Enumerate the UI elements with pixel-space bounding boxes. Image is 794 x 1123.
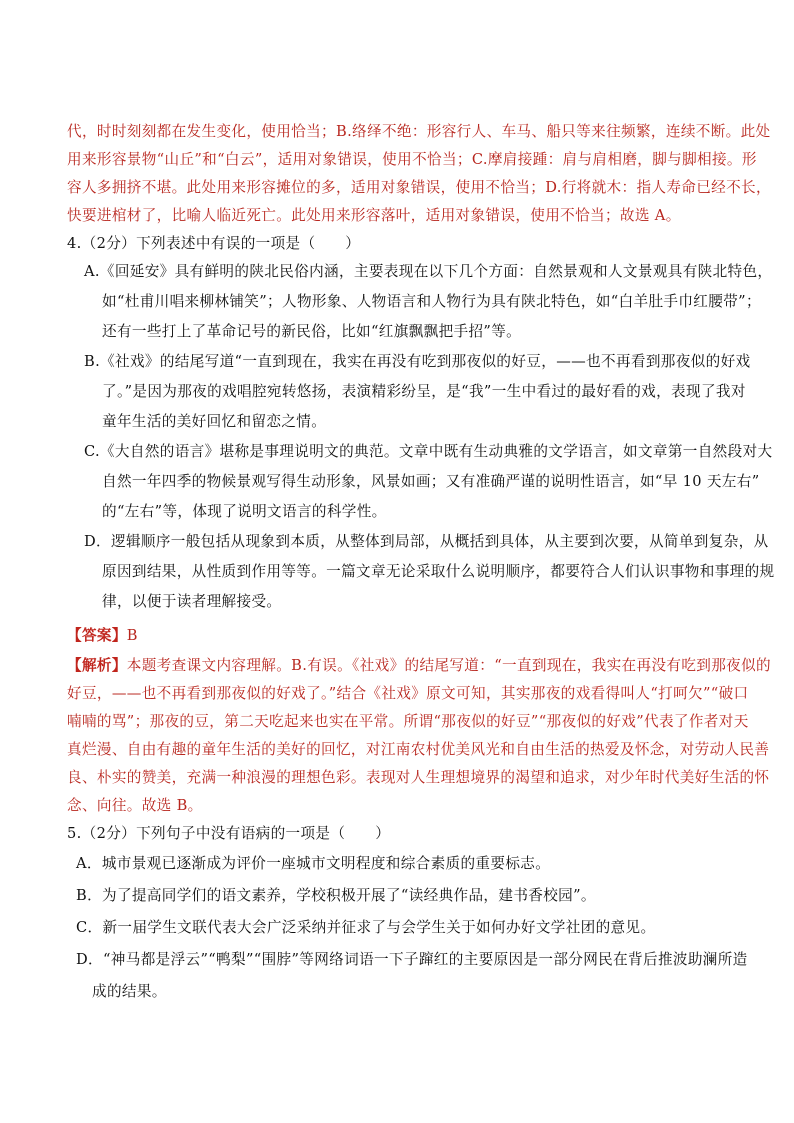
q5-option-d-line: D．“神马都是浮云”“鸭梨”“围脖”等网络词语一下子蹿红的主要原因是一部分网民在背后推波助澜所造 bbox=[76, 951, 748, 968]
analysis-q4-line: 真烂漫、自由有趣的童年生活的美好的回忆，对江南农村优美风光和自由生活的热爱及怀念，对劳动人民善 bbox=[67, 741, 770, 758]
analysis-q4-line: 好豆，——也不再看到那夜似的好戏了。”结合《社戏》原文可知，其实那夜的戏看得叫人“打呵欠”“破口 bbox=[67, 685, 749, 702]
question-4-stem: 4.（2分）下列表述中有误的一项是（ ） bbox=[67, 235, 361, 252]
q4-option-d-line: 律，以便于读者理解接受。 bbox=[102, 593, 282, 610]
q4-option-b-line: 了。”是因为那夜的戏唱腔宛转悠扬，表演精彩纷呈，是“我”一生中看过的最好看的戏，表现了我对 bbox=[102, 383, 746, 400]
analysis-q3-line: 代，时时刻刻都在发生变化，使用恰当；B.络绎不绝：形容行人、车马、船只等来往频繁，连续不断。此处 bbox=[67, 123, 771, 140]
analysis-tag: 【解析】 bbox=[67, 657, 127, 674]
answer-tag: 【答案】 bbox=[67, 627, 127, 644]
analysis-q4-line: 良、朴实的赞美，充满一种浪漫的理想色彩。表现对人生理想境界的渴望和追求，对少年时代美好生活的怀 bbox=[67, 769, 770, 786]
q4-option-b-line: B.《社戏》的结尾写道“一直到现在，我实在再没有吃到那夜似的好豆，——也不再看到那夜似的好戏 bbox=[84, 353, 751, 370]
q4-option-c-line: 自然一年四季的物候景观写得生动形象，风景如画；又有准确严谨的说明性语言，如“早 10 天左右” bbox=[102, 473, 760, 490]
q5-option-a: A．城市景观已逐渐成为评价一座城市文明程度和综合素质的重要标志。 bbox=[76, 855, 551, 872]
analysis-q3-line: 容人多拥挤不堪。此处用来形容摊位的多，适用对象错误，使用不恰当；D.行将就木：指人寿命已经不长， bbox=[67, 179, 771, 196]
question-5-stem: 5.（2分）下列句子中没有语病的一项是（ ） bbox=[67, 825, 391, 842]
analysis-q4-line: 喃喃的骂”；那夜的豆，第二天吃起来也实在平常。所谓“那夜似的好豆”“那夜似的好戏”代表了作者对天 bbox=[67, 713, 749, 730]
q4-option-c-line: C.《大自然的语言》堪称是事理说明文的典范。文章中既有生动典雅的文学语言，如文章第一自然段对大 bbox=[84, 443, 773, 460]
analysis-q4-line: 本题考查课文内容理解。B.有误。《社戏》的结尾写道：“一直到现在，我实在再没有吃到那夜似的 bbox=[126, 657, 771, 674]
q5-option-b: B．为了提高同学们的语文素养，学校积极开展了“读经典作品，建书香校园”。 bbox=[76, 887, 596, 904]
analysis-q3-line: 快要进棺材了，比喻人临近死亡。此处用来形容落叶，适用对象错误，使用不恰当；故选 A。 bbox=[67, 207, 681, 224]
analysis-q4-line: 念、向往。故选 B。 bbox=[67, 797, 203, 814]
answer-value: B bbox=[126, 627, 138, 644]
q4-option-b-line: 童年生活的美好回忆和留恋之情。 bbox=[102, 413, 327, 430]
analysis-q3-line: 用来形容景物“山丘”和“白云”，适用对象错误，使用不恰当；C.摩肩接踵：肩与肩相磨，脚与脚相接。形 bbox=[67, 151, 757, 168]
answer-row bbox=[67, 626, 138, 648]
q5-option-d-line: 成的结果。 bbox=[92, 983, 167, 1000]
q4-option-a-line: A.《回延安》具有鲜明的陕北民俗内涵，主要表现在以下几个方面：自然景观和人文景观具有陕北特色， bbox=[84, 263, 773, 280]
q4-option-a-line: 如“杜甫川唱来柳林铺笑”；人物形象、人物语言和人物行为具有陕北特色，如“白羊肚手巾红腰带”； bbox=[102, 293, 761, 310]
q5-option-c: C．新一届学生文联代表大会广泛采纳并征求了与会学生关于如何办好文学社团的意见。 bbox=[76, 919, 656, 936]
q4-option-d-line: D．逻辑顺序一般包括从现象到本质，从整体到局部，从概括到具体，从主要到次要，从简单到复杂，从 bbox=[84, 533, 769, 550]
q4-option-c-line: 的“左右”等，体现了说明文语言的科学性。 bbox=[102, 503, 387, 520]
q4-option-a-line: 还有一些打上了革命记号的新民俗，比如“红旗飘飘把手招”等。 bbox=[102, 323, 522, 340]
analysis-q4-first-line bbox=[67, 656, 771, 678]
q4-option-d-line: 原因到结果，从性质到作用等等。一篇文章无论采取什么说明顺序，都要符合人们认识事物和事理的规 bbox=[102, 563, 775, 580]
